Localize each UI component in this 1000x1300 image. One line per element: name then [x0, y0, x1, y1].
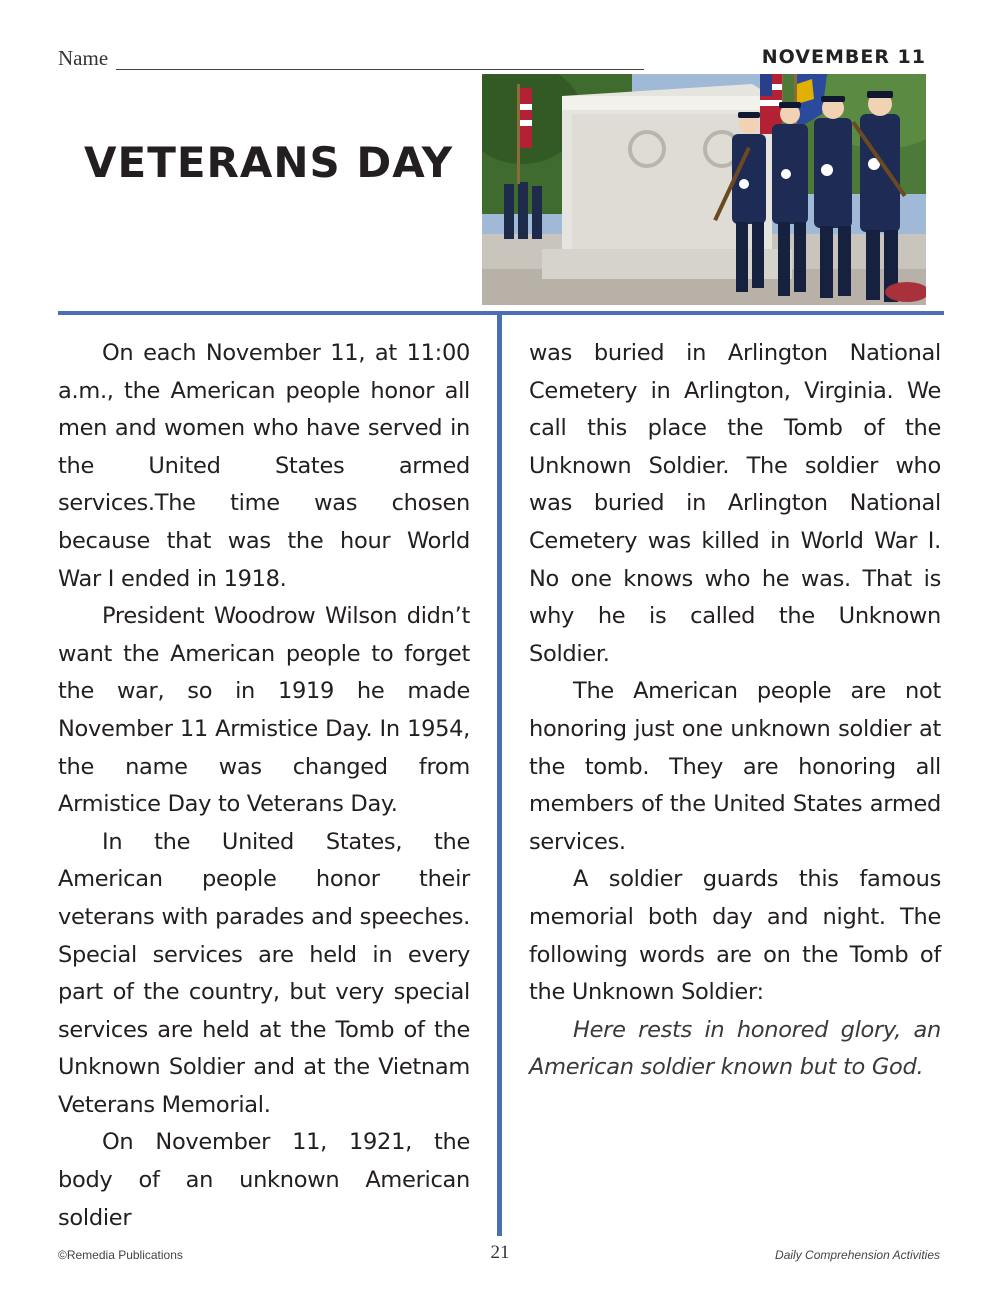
left-column [58, 335, 470, 1237]
honor-guard-photo [482, 74, 926, 305]
paragraph: was buried in Arlington National Cemetery in Arlington, Virginia. We call this place the Tomb of the Unknown Soldier. The soldier who was buried in Arlington National Cemetery was killed in World War I. No one knows who he was. That is why he is called the Unknown Soldier. [529, 340, 941, 667]
series-title: Daily Comprehension Activities [775, 1248, 940, 1262]
date-header: NOVEMBER 11 [761, 46, 926, 68]
paragraph: The American people are not honoring just one unknown soldier at the tomb. They are honoring all members of the United States armed services. [529, 678, 941, 855]
name-label: Name [58, 46, 109, 70]
paragraph: President Woodrow Wilson didn’t want the American people to forget the war, so in 1919 he made November 11 Armistice Day. In 1954, the name was changed from Armistice Day to Veterans Day. [58, 603, 470, 818]
page-number: 21 [490, 1242, 510, 1263]
column-divider [497, 313, 502, 1236]
name-blank-line [116, 69, 644, 70]
paragraph: In the United States, the American people honor their veterans with parades and speeches. Special services are held in every part of the country, but very special services are held at the Tomb of the Unknown Soldier and at the Vietnam Veterans Memorial. [58, 828, 470, 1118]
paragraph: On November 11, 1921, the body of an unknown American soldier [58, 1129, 470, 1231]
tomb-inscription: Here rests in honored glory, an American soldier known but to God. [529, 1016, 941, 1081]
right-column [529, 335, 941, 1087]
paragraph: On each November 11, at 11:00 a.m., the American people honor all men and women who have served in the United States armed services.The time was chosen because that was the hour World War I ended in 1918. [58, 340, 470, 592]
paragraph: A soldier guards this famous memorial both day and night. The following words are on the Tomb of the Unknown Soldier: [529, 866, 941, 1006]
publisher-credit: ©Remedia Publications [58, 1248, 183, 1262]
page-title: VETERANS DAY [84, 138, 454, 187]
